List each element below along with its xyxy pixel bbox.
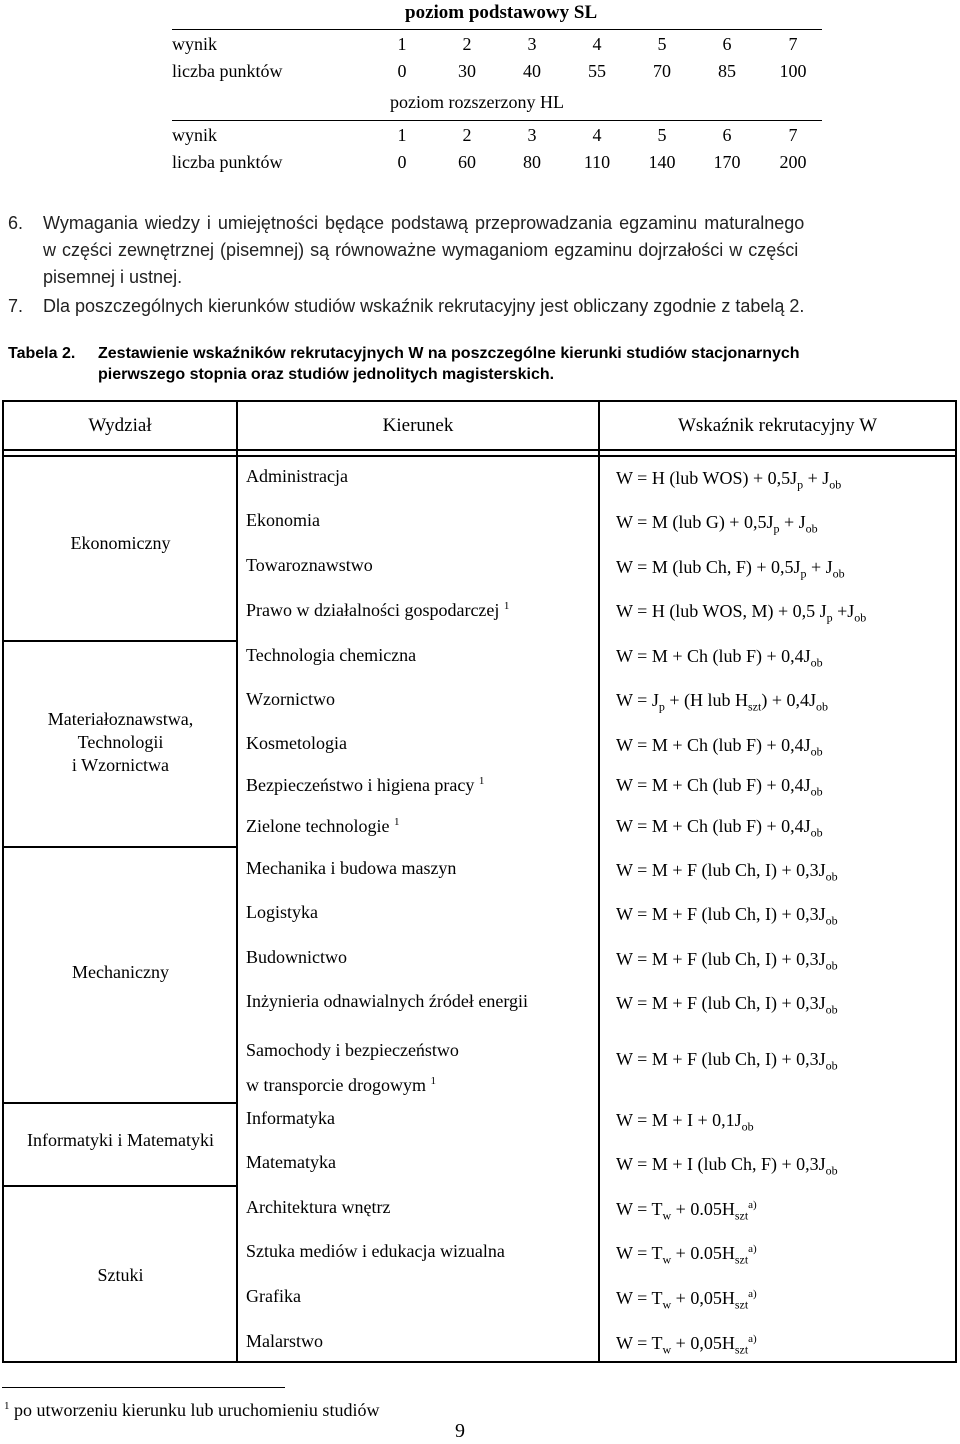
result-cell: 3 bbox=[527, 125, 537, 145]
course-name: Towaroznawstwo bbox=[246, 555, 373, 575]
indicator-formula: W = M + F (lub Ch, $I) + 0,3J_{ob}$ bbox=[616, 1049, 838, 1073]
course-name: Informatyka bbox=[246, 1108, 335, 1128]
header-faculty: Wydział bbox=[88, 415, 152, 436]
header-gap-rule bbox=[4, 455, 955, 457]
course-name: Zielone technologie $^1$ bbox=[246, 816, 400, 836]
page-number: 9 bbox=[455, 1420, 465, 1442]
course-name bbox=[246, 1035, 459, 1101]
faculty-divider bbox=[4, 1102, 236, 1104]
row-label-points: liczba punktów bbox=[172, 152, 283, 172]
faculty-line: i Wzornictwa bbox=[71, 755, 170, 775]
indicator-formula: $W = M + I + 0,1J_{ob}$ bbox=[616, 1110, 754, 1134]
footnote-rule bbox=[2, 1387, 285, 1388]
footnote bbox=[4, 1400, 379, 1421]
footnote-text: po utworzeniu kierunku lub uruchomieniu studiów bbox=[9, 1400, 380, 1420]
score-rule bbox=[172, 29, 822, 30]
header-indicator: Wskaźnik rekrutacyjny W bbox=[677, 415, 878, 436]
indicator-formula: W = M + F (lub Ch, $I) + 0,3J_{ob}$ bbox=[616, 904, 838, 928]
result-cell: 2 bbox=[462, 34, 472, 54]
recruitment-table bbox=[2, 400, 957, 1363]
paragraph-6-line-3: pisemnej i ustnej. bbox=[43, 267, 183, 287]
points-cell: 80 bbox=[523, 152, 541, 172]
paragraph-6-number: 6. bbox=[8, 213, 24, 233]
result-cell: 7 bbox=[788, 34, 798, 54]
faculty-informatics: Informatyki i Matematyki bbox=[27, 1130, 214, 1150]
result-cell: 5 bbox=[657, 125, 667, 145]
points-cell: 100 bbox=[779, 61, 807, 81]
row-label-result: wynik bbox=[172, 34, 217, 54]
course-name: Budownictwo bbox=[246, 947, 347, 967]
course-name: Architektura wnętrz bbox=[246, 1197, 391, 1217]
paragraph-6-line-2: w części zewnętrznej (pisemnej) są równoważne wymaganiom egzaminu dojrzałości w części bbox=[43, 240, 799, 260]
result-cell: 4 bbox=[592, 125, 602, 145]
score-rule bbox=[172, 120, 822, 121]
points-cell: 60 bbox=[458, 152, 476, 172]
course-name: Malarstwo bbox=[246, 1331, 323, 1351]
indicator-formula: $W = J_p + (H$ lub $H_{szt}) + 0,4J_{ob}$ bbox=[616, 690, 828, 714]
points-cell: 30 bbox=[458, 61, 476, 81]
paragraph-6-line-1: Wymagania wiedzy i umiejętności będące podstawą przeprowadzania egzaminu maturalnego bbox=[43, 213, 805, 233]
faculty-arts: Sztuki bbox=[97, 1265, 144, 1285]
row-label-result: wynik bbox=[172, 125, 217, 145]
course-name: Prawo w działalności gospodarczej $^1$ bbox=[246, 600, 510, 620]
indicator-formula: W = M + F (lub Ch, $I) + 0,3J_{ob}$ bbox=[616, 993, 838, 1017]
indicator-formula: W = H (lub WOS, M) + 0,5 $J_p +J_{ob}$ bbox=[616, 601, 867, 625]
points-cell: 200 bbox=[779, 152, 807, 172]
header-bottom-rule bbox=[4, 449, 955, 451]
indicator-formula: W = M + Ch (lub $F) + 0,4J_{ob}$ bbox=[616, 646, 823, 670]
course-line: Samochody i bezpieczeństwo bbox=[246, 1040, 459, 1060]
indicator-formula: $W = T_w + 0.05H_{szt}^{a)}$ bbox=[616, 1243, 757, 1267]
footnote-mark: 1 bbox=[4, 1400, 10, 1412]
points-cell: 70 bbox=[653, 61, 671, 81]
course-name: Kosmetologia bbox=[246, 733, 347, 753]
points-cell: 0 bbox=[397, 61, 407, 81]
paragraph-7-text: Dla poszczególnych kierunków studiów wskaźnik rekrutacyjny jest obliczany zgodnie z tabelą 2. bbox=[43, 296, 805, 316]
faculty-line: Technologii bbox=[77, 732, 164, 752]
indicator-formula: W = M + I (lub Ch, $F) + 0,3J_{ob}$ bbox=[616, 1154, 838, 1178]
course-name: Inżynieria odnawialnych źródeł energii bbox=[246, 991, 529, 1011]
points-cell: 85 bbox=[718, 61, 736, 81]
indicator-formula: $W = T_w + 0,05H_{szt}^{a)}$ bbox=[616, 1333, 757, 1357]
score-heading-basic: poziom podstawowy SL bbox=[405, 2, 598, 23]
result-cell: 3 bbox=[527, 34, 537, 54]
indicator-formula: W = M + Ch (lub $F) + 0,4J_{ob}$ bbox=[616, 775, 823, 799]
result-cell: 5 bbox=[657, 34, 667, 54]
course-name: Logistyka bbox=[246, 902, 318, 922]
result-cell: 6 bbox=[722, 34, 732, 54]
score-heading-extended: poziom rozszerzony HL bbox=[390, 92, 564, 112]
course-name: Sztuka mediów i edukacja wizualna bbox=[246, 1241, 505, 1261]
header-course: Kierunek bbox=[382, 415, 454, 436]
course-name: Grafika bbox=[246, 1286, 301, 1306]
faculty-materials bbox=[4, 708, 237, 777]
points-cell: 110 bbox=[583, 152, 611, 172]
result-cell: 7 bbox=[788, 125, 798, 145]
course-name: Ekonomia bbox=[246, 510, 320, 530]
faculty-divider bbox=[4, 846, 236, 848]
course-name: Bezpieczeństwo i higiena pracy $^1$ bbox=[246, 775, 485, 795]
indicator-formula: W = M + Ch (lub $F) + 0,4J_{ob}$ bbox=[616, 816, 823, 840]
result-cell: 4 bbox=[592, 34, 602, 54]
points-cell: 0 bbox=[397, 152, 407, 172]
indicator-formula: W = H (lub $WOS) + 0,5J_p + J_{ob}$ bbox=[616, 468, 842, 492]
course-name: Administracja bbox=[246, 466, 348, 486]
faculty-line: Materiałoznawstwa, bbox=[47, 709, 194, 729]
table-caption-label: Tabela 2. bbox=[8, 345, 76, 362]
indicator-formula: W = M + Ch (lub $F) + 0,4J_{ob}$ bbox=[616, 735, 823, 759]
course-name: Matematyka bbox=[246, 1152, 336, 1172]
indicator-formula: W = M (lub Ch, $F) + 0,5J_p + J_{ob}$ bbox=[616, 557, 845, 581]
points-cell: 55 bbox=[588, 61, 606, 81]
result-cell: 1 bbox=[397, 125, 407, 145]
points-cell: 170 bbox=[713, 152, 741, 172]
result-cell: 2 bbox=[462, 125, 472, 145]
paragraph-7-number: 7. bbox=[8, 296, 24, 316]
result-cell: 6 bbox=[722, 125, 732, 145]
row-label-points: liczba punktów bbox=[172, 61, 283, 81]
indicator-formula: $W = T_w + 0,05H_{szt}^{a)}$ bbox=[616, 1288, 757, 1312]
faculty-economics: Ekonomiczny bbox=[70, 533, 171, 553]
course-line: w transporcie drogowym $^1$ bbox=[246, 1075, 436, 1095]
faculty-mechanical: Mechaniczny bbox=[72, 962, 169, 982]
column-divider bbox=[598, 402, 600, 1361]
points-cell: 40 bbox=[523, 61, 541, 81]
course-name: Wzornictwo bbox=[246, 689, 335, 709]
indicator-formula: W = M + F (lub Ch, $I) + 0,3J_{ob}$ bbox=[616, 860, 838, 884]
indicator-formula: W = M (lub $G) + 0,5J_p + J_{ob}$ bbox=[616, 512, 818, 536]
course-name: Mechanika i budowa maszyn bbox=[246, 858, 457, 878]
indicator-formula: W = M + F (lub Ch, $I) + 0,3J_{ob}$ bbox=[616, 949, 838, 973]
faculty-divider bbox=[4, 1185, 236, 1187]
faculty-divider bbox=[4, 640, 236, 642]
course-name: Technologia chemiczna bbox=[246, 645, 417, 665]
table-caption-line-2: pierwszego stopnia oraz studiów jednolitych magisterskich. bbox=[98, 366, 555, 383]
points-cell: 140 bbox=[648, 152, 676, 172]
table-caption-line-1: Zestawienie wskaźników rekrutacyjnych W na poszczególne kierunki studiów stacjonarnych bbox=[98, 345, 800, 362]
indicator-formula: $W = T_w + 0.05H_{szt}^{a)}$ bbox=[616, 1199, 757, 1223]
result-cell: 1 bbox=[397, 34, 407, 54]
